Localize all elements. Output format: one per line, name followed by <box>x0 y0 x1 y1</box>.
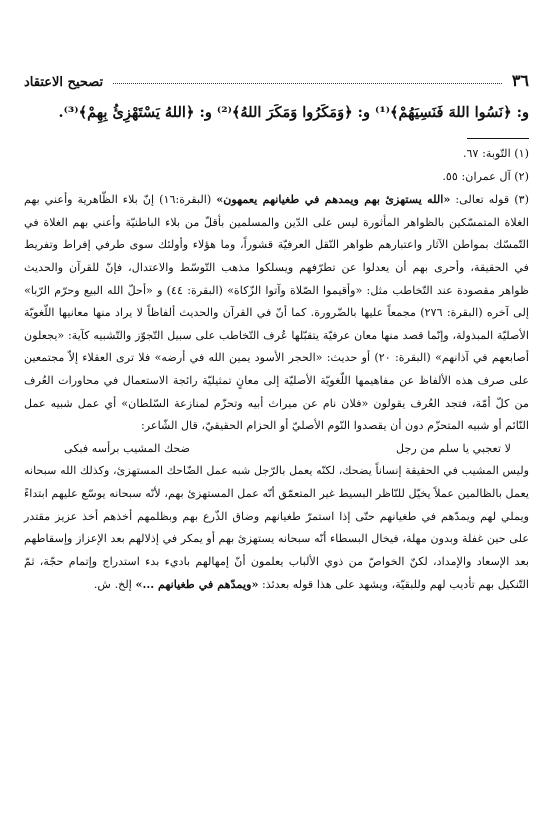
footnote-3-lead: (٣) قوله تعالى: <box>450 193 529 207</box>
footnote-3-tail-quote: «ويمدّهم في طغيانهم ...» <box>135 577 259 592</box>
book-page <box>24 66 529 597</box>
quran-verse-line: و: ﴿نَسُوا اللهَ فَنَسِيَهُمْ﴾⁽¹⁾ و: ﴿وَمَكَرُوا وَمَكَرَ اللهُ﴾⁽²⁾ و: ﴿اللهُ يَسْتَهْزِئُ بِهِمْ﴾⁽³⁾. <box>58 104 529 121</box>
footnote-3-continued <box>24 460 529 597</box>
footnote-2: (٢) آل عمران: ٥٥. <box>442 169 529 183</box>
footnote-3-body: (البقرة:١٦) إنّ بلاء الظّاهرية وأعني بهم الغلاة المتمسّكين بالظواهر المأثورة ليس على الدّين والمسلمين بأقلّ من بلاء الباطنيّة وأعني بهم الغلاة في التّمسّك بمواطن الآثار واعتبارهم ظواهر النّقل العرفيّة قشوراً، وما هؤلاء وأولئك سوى طرفي إفراط وتفريط في الحقيقة، وأحرى بهم أن يعدلوا عن تطرّفهم ويسلكوا مذهب التّوسّط والاعتدال، فإنّ للقرآن والحديث ظواهر مقصودة عند التّخاطب مثل: «وأقيموا الصّلاة وآتوا الزّكاة» (البقرة: ٤٤) و «أحلّ الله البيع وحرّم الرّبا» إلى آخره (البقرة: ٢٧٦) مجمعاً عليها بالضّرورة. كما أنّ في القرآن والحديث ألفاظاً لا يراد منها معانيها اللّغويّة الأصليّة المبذولة، وإنّما قصد منها معان عرفيّة يتقبّلها عُرف التّخاطب على سبيل التّجوّز والتّشبيه كآية: «يجعلون أصابعهم في آذانهم» (البقرة: ٢٠) أو حديث: «الحجر الأسود يمين الله في أرضه» فلا ترى العقلاء إلاّ مجتمعين على صرف هذه الألفاظ عن مفاهيمها اللّغويّة الأصليّة إلى معانٍ تمثيليّة رائجة الاستعمال في محاورات العُرف من كلّ أمّة، فتجد العُرف يقولون «فلان نام عن ميراث أبيه وتحزّم لمنازعة السّلطان» أي عمل شبيه عمل النّائم أو شبيه المتحزّم دون أن يقصدوا النّوم الأصليّ أو الحزام الحقيقيّ، قال الشّاعر: <box>24 193 529 433</box>
footnote-3-quote: «الله يستهزئ بهم ويمدهم في طغيانهم يعمهون» <box>216 192 451 207</box>
header-dot-leader <box>113 83 502 84</box>
footnote-3-tail: وليس المشيب في الحقيقة إنساناً يضحك، لكنّه يعمل بالرّجل شبه عمل الضّاحك المستهزئ، وكذلك الله سبحانه يعمل بالظالمين عملاً يخيّل للنّاظر البسيط غير المتعمّق أنّه عمل المستهزئ بهم، لأنّه سبحانه يوسّع عليهم ابتداءً ويملي لهم ويمدّهم في طغيانهم حتّى إذا استمرّ طغيانهم وضاق الذّرع بهم وبظلمهم أخذهم أخذ عزيز مقتدر على حين غفلة وبدون مهلة، فيخال البسطاء أنّه سبحانه يستهزئ بهم أو يمكر في إذلالهم بعد الإعزاز وإسقاطهم بعد الإسعاد والإمداد، لكنّ الخواصّ من ذوي الألباب يعلمون أنّ إمهالهم باديء بدء استدراج وإتمام حجّة، ثمّ التّنكيل بهم تأديب لهم وللبقيّة، ويشهد على هذا قوله بعدئذ: <box>24 464 529 592</box>
footnote-separator <box>467 138 529 139</box>
poem-hemistich-first: لا تعجبي يا سلم من رجل <box>396 441 511 455</box>
footnote-3-end: إلخ. ش. <box>93 578 136 592</box>
footnote-3 <box>24 188 529 438</box>
footnotes <box>24 143 529 597</box>
page-number: ٣٦ <box>511 71 529 90</box>
footnote-1: (١) التّوبة: ٦٧. <box>462 147 529 160</box>
book-title: تصحيح الاعتقاد <box>24 75 104 90</box>
poem-verse <box>64 438 511 461</box>
running-header <box>24 66 529 90</box>
poem-hemistich-second: ضحك المشيب برأسه فبكى <box>64 441 191 455</box>
